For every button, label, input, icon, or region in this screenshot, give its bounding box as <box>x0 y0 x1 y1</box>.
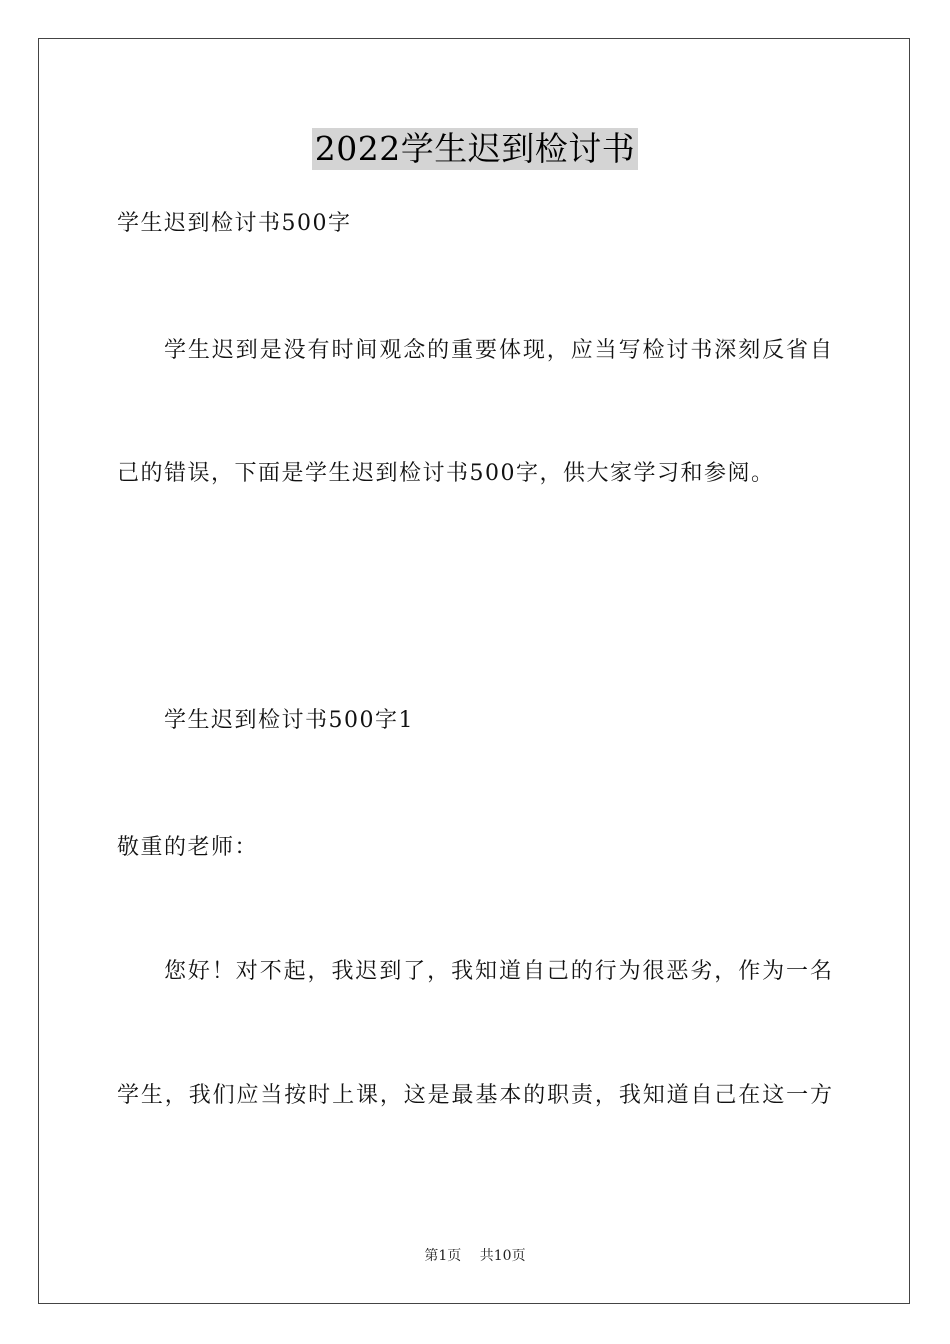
salutation: 敬重的老师： <box>117 835 259 860</box>
paragraph-line: 学生迟到是没有时间观念的重要体现，应当写检讨书深刻反省自 <box>164 338 832 363</box>
subtitle-line: 学生迟到检讨书500字 <box>117 211 352 236</box>
section-heading: 学生迟到检讨书500字1 <box>164 708 414 733</box>
paragraph-line: 己的错误，下面是学生迟到检讨书500字，供大家学习和参阅。 <box>117 461 775 486</box>
title-container <box>0 128 950 170</box>
page-footer <box>0 1246 950 1266</box>
page-total: 共10页 <box>479 1248 526 1264</box>
paragraph-line: 学生，我们应当按时上课，这是最基本的职责，我知道自己在这一方 <box>117 1083 832 1108</box>
document-title: 2022学生迟到检讨书 <box>312 128 638 170</box>
page-number: 第1页 <box>424 1248 462 1264</box>
paragraph-line: 您好！对不起，我迟到了，我知道自己的行为很恶劣，作为一名 <box>164 959 832 984</box>
